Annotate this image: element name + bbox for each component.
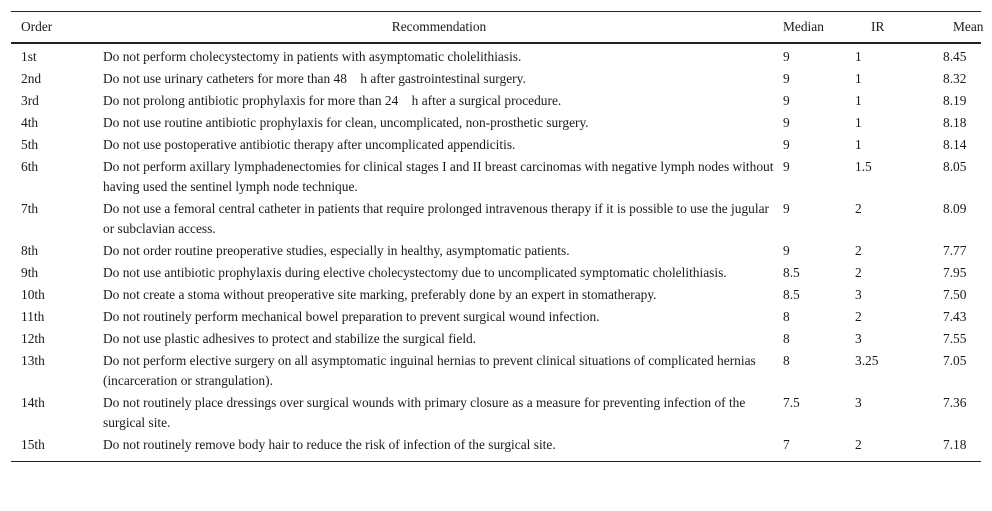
cell-mean: 8.19 <box>943 93 967 108</box>
cell-recommendation: Do not order routine preoperative studies, especially in healthy, asymptomatic patients. <box>103 243 570 258</box>
cell-median: 9 <box>783 137 790 152</box>
table-header-row <box>11 12 981 44</box>
table-row <box>11 134 981 156</box>
cell-recommendation: Do not use antibiotic prophylaxis during elective cholecystectomy due to uncomplicated symptomatic cholelithiasis. <box>103 265 727 280</box>
cell-recommendation: Do not create a stoma without preoperative site marking, preferably done by an expert in stomatherapy. <box>103 287 657 302</box>
cell-order: 5th <box>21 137 39 152</box>
cell-mean: 7.77 <box>943 243 967 258</box>
cell-mean: 7.55 <box>943 331 967 346</box>
cell-order: 3rd <box>21 93 39 108</box>
cell-order: 15th <box>21 437 45 452</box>
table-row <box>11 156 981 198</box>
cell-median: 9 <box>783 159 790 174</box>
cell-median: 9 <box>783 243 790 258</box>
cell-mean: 7.36 <box>943 395 967 410</box>
cell-median: 9 <box>783 201 790 216</box>
table-row <box>11 328 981 350</box>
table-row <box>11 90 981 112</box>
table-row <box>11 198 981 240</box>
table-row <box>11 112 981 134</box>
cell-ir: 3 <box>855 287 862 302</box>
table-row <box>11 262 981 284</box>
cell-median: 9 <box>783 93 790 108</box>
cell-ir: 2 <box>855 309 862 324</box>
cell-order: 9th <box>21 265 39 280</box>
cell-order: 2nd <box>21 71 42 86</box>
header-ir: IR <box>871 19 885 34</box>
cell-median: 7 <box>783 437 790 452</box>
cell-ir: 1 <box>855 93 862 108</box>
cell-recommendation: Do not use routine antibiotic prophylaxis for clean, uncomplicated, non-prosthetic surgery. <box>103 115 589 130</box>
cell-recommendation: Do not routinely remove body hair to reduce the risk of infection of the surgical site. <box>103 437 556 452</box>
cell-mean: 7.18 <box>943 437 967 452</box>
cell-mean: 8.45 <box>943 49 967 64</box>
header-order: Order <box>21 19 53 34</box>
cell-mean: 8.14 <box>943 137 967 152</box>
recommendations-table-container <box>11 11 984 462</box>
cell-ir: 1 <box>855 115 862 130</box>
cell-ir: 2 <box>855 265 862 280</box>
table-row <box>11 68 981 90</box>
cell-mean: 7.95 <box>943 265 967 280</box>
cell-ir: 1 <box>855 49 862 64</box>
cell-mean: 7.50 <box>943 287 967 302</box>
cell-mean: 7.43 <box>943 309 967 324</box>
cell-mean: 8.18 <box>943 115 967 130</box>
cell-mean: 7.05 <box>943 353 967 368</box>
table-row <box>11 350 981 392</box>
cell-ir: 3.25 <box>855 353 879 368</box>
table-body <box>11 43 981 462</box>
cell-recommendation: Do not prolong antibiotic prophylaxis for more than 24 h after a surgical procedure. <box>103 93 562 108</box>
cell-mean: 8.09 <box>943 201 967 216</box>
recommendations-table <box>11 11 984 462</box>
cell-recommendation: Do not perform axillary lymphadenectomies for clinical stages I and II breast carcinomas with negative lymph nodes without having used the sentinel lymph node technique. <box>103 159 774 194</box>
cell-ir: 3 <box>855 331 862 346</box>
cell-order: 1st <box>21 49 37 64</box>
cell-median: 9 <box>783 71 790 86</box>
cell-median: 7.5 <box>783 395 800 410</box>
cell-mean: 8.05 <box>943 159 967 174</box>
cell-ir: 1.5 <box>855 159 872 174</box>
cell-order: 7th <box>21 201 39 216</box>
cell-order: 12th <box>21 331 45 346</box>
cell-recommendation: Do not routinely place dressings over surgical wounds with primary closure as a measure for preventing infection of the surgical site. <box>103 395 746 430</box>
cell-median: 9 <box>783 49 790 64</box>
cell-recommendation: Do not perform elective surgery on all asymptomatic inguinal hernias to prevent clinical situations of complicated hernias (incarceration or strangulation). <box>103 353 756 388</box>
cell-ir: 2 <box>855 201 862 216</box>
cell-recommendation: Do not routinely perform mechanical bowel preparation to prevent surgical wound infection. <box>103 309 600 324</box>
cell-recommendation: Do not use urinary catheters for more than 48 h after gastrointestinal surgery. <box>103 71 526 86</box>
cell-order: 11th <box>21 309 45 324</box>
cell-ir: 1 <box>855 71 862 86</box>
cell-ir: 1 <box>855 137 862 152</box>
cell-ir: 3 <box>855 395 862 410</box>
cell-median: 9 <box>783 115 790 130</box>
cell-recommendation: Do not perform cholecystectomy in patients with asymptomatic cholelithiasis. <box>103 49 522 64</box>
header-median: Median <box>783 19 824 34</box>
table-row <box>11 306 981 328</box>
cell-ir: 2 <box>855 243 862 258</box>
cell-median: 8 <box>783 353 790 368</box>
table-row <box>11 284 981 306</box>
cell-order: 6th <box>21 159 39 174</box>
table-row <box>11 434 981 462</box>
cell-order: 4th <box>21 115 39 130</box>
cell-order: 8th <box>21 243 39 258</box>
table-row <box>11 392 981 434</box>
cell-ir: 2 <box>855 437 862 452</box>
cell-recommendation: Do not use plastic adhesives to protect and stabilize the surgical field. <box>103 331 477 346</box>
cell-order: 14th <box>21 395 45 410</box>
cell-mean: 8.32 <box>943 71 967 86</box>
cell-recommendation: Do not use a femoral central catheter in patients that require prolonged intravenous therapy if it is possible to use the jugular or subclavian access. <box>103 201 769 236</box>
table-row <box>11 240 981 262</box>
cell-recommendation: Do not use postoperative antibiotic therapy after uncomplicated appendicitis. <box>103 137 516 152</box>
cell-median: 8.5 <box>783 265 800 280</box>
header-mean: Mean <box>953 19 984 34</box>
cell-order: 13th <box>21 353 45 368</box>
table-row <box>11 43 981 68</box>
header-recommendation: Recommendation <box>391 19 487 34</box>
cell-median: 8 <box>783 309 790 324</box>
cell-order: 10th <box>21 287 45 302</box>
cell-median: 8.5 <box>783 287 800 302</box>
cell-median: 8 <box>783 331 790 346</box>
